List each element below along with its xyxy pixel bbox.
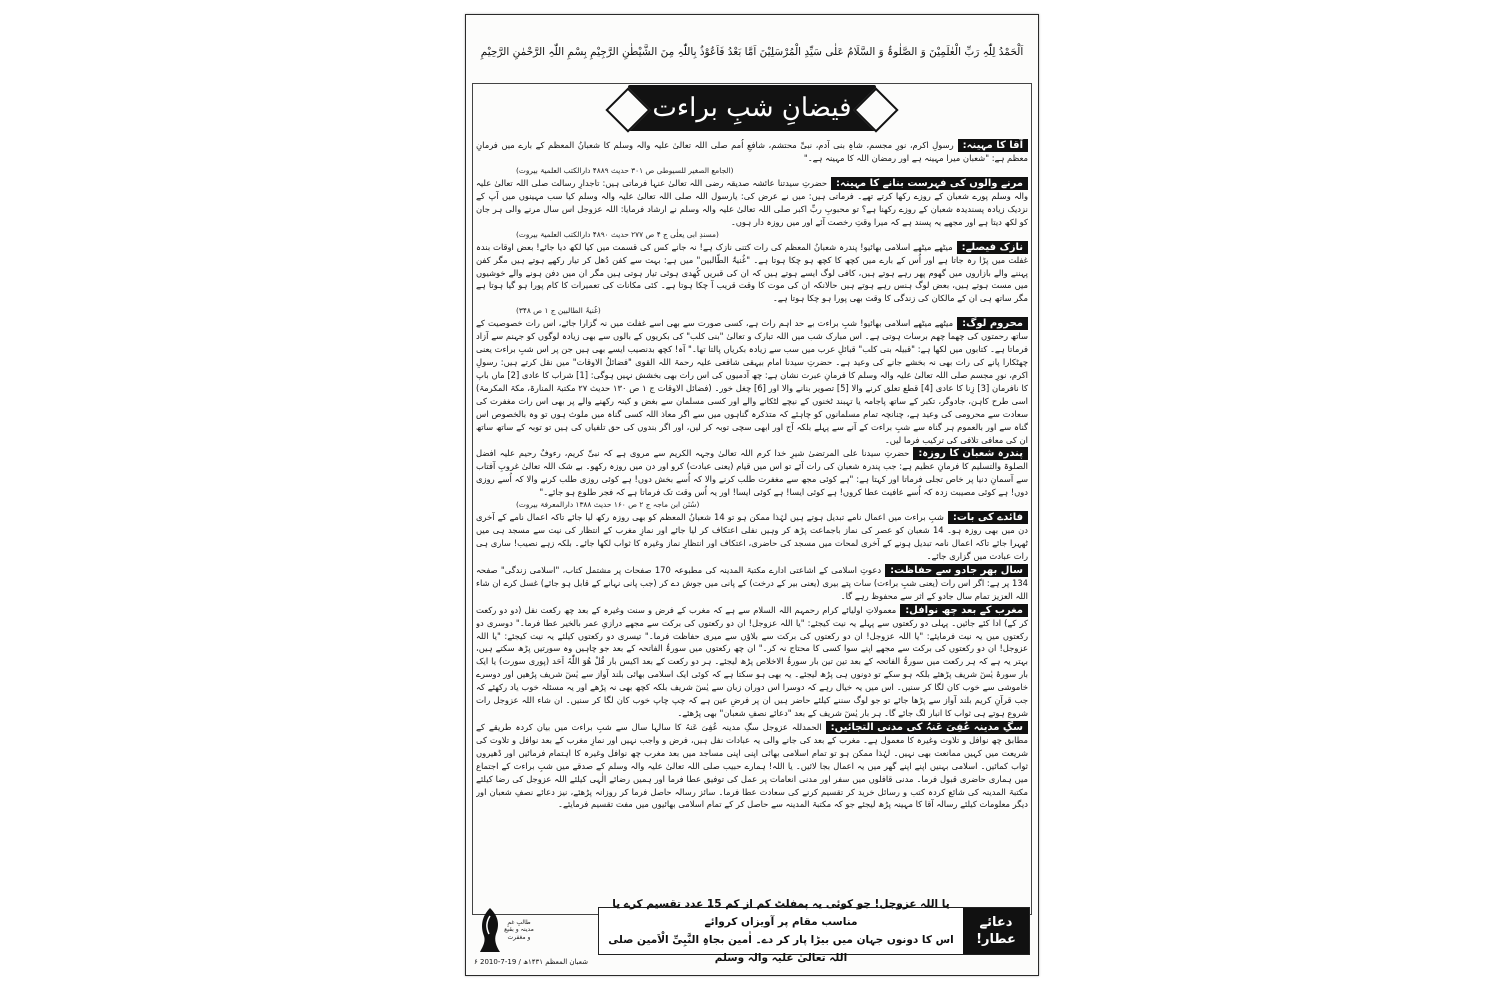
section-text: دعوتِ اسلامی کے اشاعتی ادارے مکتبۃ المدینہ کی مطبوعہ 170 صفحات پر مشتمل کتاب، "اسلامی زندگی" صفحہ 134 پر ہے: اگر اس رات (یعنی شبِ براءت) سات پتے بیری (یعنی بیر کے درخت) کے پانی میں جوش دے کر (جب پانی نہانے کے قابل ہو جائے) غسل کرے ان شاء اللہ العزیز تمام سال جادو کے اثر سے محفوظ رہے گا۔ [476,564,1028,601]
dua-box [598,898,1030,964]
section-heading: محروم لوگ: [957,317,1028,330]
section [476,511,1028,563]
title-banner [628,85,876,131]
section [476,241,1028,317]
section-paragraph [476,604,1028,720]
article-body [476,139,1028,899]
section-paragraph [476,447,1028,499]
section [476,317,1028,446]
section-text: حضرتِ سیدتنا عائشہ صدیقہ رضی اللہ تعالیٰ عنہا فرماتی ہیں: تاجدارِ رسالت صلی اللہ تعالیٰ علیہ والہ وسلم پورے شعبان کے روزے رکھا کرتے تھے۔ فرماتی ہیں: میں نے عرض کی: یارسول اللہ صلی اللہ تعالیٰ علیہ والہ وسلم کیا سب مہینوں میں آپ کے نزدیک زیادہ پسندیدہ شعبان کے روزے رکھنا ہے؟ تو محبوبِ ربِّ اکبر صلی اللہ تعالیٰ علیہ والہ وسلم نے ارشاد فرمایا: اللہ عزوجل اس سال مرنے والی ہر جان کو لکھ دیتا ہے اور مجھے یہ پسند ہے کہ میرا وقتِ رخصت آئے اور میں روزہ دار ہوں۔ [476,177,1028,227]
dua-heading-line1: دعائے [979,915,1013,930]
dua-line1: یا اللہ عزوجل! جو کوئی یہ پمفلٹ کم از کم 15 عدد تقسیم کرے یا مناسب مقام پر آویزاں کروائے [612,898,950,928]
section [476,721,1028,811]
reference-citation: (سُنَن ابن ماجہ ج ۲ ص ۱۶۰ حدیث ۱۳۸۸ دارالمعرفۃ بیروت) [516,500,700,510]
section-paragraph [476,511,1028,563]
section-text: رسولِ اکرم، نورِ مجسم، شاہِ بنی آدم، نبیِّ محتشم، شافعِ اُمم صلی اللہ تعالیٰ علیہ والہ وسلم کا شعبانُ المعظم کے بارے میں فرمانِ معظم ہے: "شعبان میرا مہینہ ہے اور رمضان اللہ کا مہینہ ہے۔" [476,140,1028,163]
section [476,447,1028,510]
dua-line2: اس کا دونوں جہان میں بیڑا پار کر دے۔ اٰمین بجاہِ النَّبِیِّ الْاَمین صلی اللہ تعالیٰ علیہ والہ وسلم [608,934,954,964]
pamphlet-sheet [465,14,1039,976]
section-paragraph [476,139,1028,165]
section-heading: آقا کا مہینہ: [958,139,1028,152]
publish-date: ۶ شعبان المعظم ۱۴۳۱ھ / 19-7-2010 [474,958,589,966]
footer [474,898,1030,969]
section-heading: مغرب کے بعد چھ نوافل: [900,604,1028,617]
bismillah-header: اَلْحَمْدُ لِلّٰہِ رَبِّ الْعٰلَمِیْنَ وَ الصَّلٰوۃُ وَ السَّلَامُ عَلٰی سَیِّدِ الْمُرْسَلِیْنَ اَمَّا بَعْدُ فَاَعُوْذُ بِاللّٰہِ مِنَ الشَّیْطٰنِ الرَّجِیْمِ بِسْمِ اللّٰہِ الرَّحْمٰنِ الرَّحِیْمِ [480,46,1024,58]
seal-caption: طالبِ غمِ مدینہ و بقیع و مغفرت [504,918,534,941]
dua-text [599,898,963,964]
section-paragraph [476,177,1028,229]
section [476,564,1028,603]
section-heading: مرنے والوں کی فہرست بنانے کا مہینہ: [831,177,1028,190]
section-heading: فائدے کی بات: [948,511,1028,524]
section-text: معمولاتِ اولیائے کرام رحمہم اللہ السلام سے ہے کہ مغرب کے فرض و سنت وغیرہ کے بعد چھ رکعت نفل (دو دو رکعت کر کے) ادا کئے جائیں۔ پہلی دو رکعتوں سے پہلے یہ نیت کیجئے: "یا اللہ عزوجل! ان دو رکعتوں کی برکت سے مجھے درازیِ عمر بالخیر عطا فرما۔" دوسری دو رکعتوں میں یہ نیت فرمایئے: "یا اللہ عزوجل! ان دو رکعتوں کی برکت سے بلاؤں سے میری حفاظت فرما۔" تیسری دو رکعتوں کیلئے یہ نیت کیجئے: "یا اللہ عزوجل! ان دو رکعتوں کی برکت سے مجھے اپنے سوا کسی کا محتاج نہ کر۔" ان چھ رکعتوں میں سورۃُ الفاتحہ کے بعد جو چاہیں وہ سورتیں پڑھ سکتے ہیں، بہتر یہ ہے کہ ہر رکعت میں سورۃُ الفاتحہ کے بعد تین تین بار سورۃُ الاخلاص پڑھ لیجئے۔ ہر دو رکعت کے بعد اکیس بار قُلْ ھُوَ اللّٰہُ اَحَد (پوری سورت) یا ایک بار سورۂ یٰسٓ شریف پڑھئے بلکہ ہو سکے تو دونوں ہی پڑھ لیجئے۔ یہ بھی ہو سکتا ہے کہ کوئی ایک اسلامی بھائی بلند آواز سے یٰسٓ شریف پڑھیں اور دوسرے خاموشی سے خوب کان لگا کر سنیں۔ اس میں یہ خیال رہے کہ دوسرا اس دوران زبان سے یٰسٓ شریف بلکہ کچھ بھی نہ پڑھے اور یہ مسئلہ خوب یاد رکھئے کہ جب قرآنِ کریم بلند آواز سے پڑھا جائے تو جو لوگ سننے کیلئے حاضر ہیں ان پر فرضِ عین ہے کہ چپ چاپ خوب کان لگا کر سنیں۔ ان شاء اللہ عزوجل رات شروع ہوتے ہی ثواب کا انبار لگ جائے گا۔ ہر بار یٰسٓ شریف کے بعد "دعائے نصفِ شعبان" بھی پڑھئے۔ [476,604,1028,718]
section [476,139,1028,176]
reference-citation: (غُنیۃُ الطالبین ج ۱ ص ۳۴۸) [516,306,601,316]
section-text: الحمدللہ عزوجل سگِ مدینہ عُفِیَ عَنہُ کا سالہا سال سے شبِ براءت میں بیان کردہ طریقے کے مطابق چھ نوافل و تلاوت وغیرہ کا معمول ہے۔ مغرب کے بعد کی جانے والی یہ عبادات نفل ہیں، فرض و واجب نہیں اور نمازِ مغرب کے بعد نوافل و تلاوت کی شریعت میں کہیں ممانعت بھی نہیں۔ لہٰذا ممکن ہو تو تمام اسلامی بھائی اپنی اپنی مساجد میں بعد مغرب چھ نوافل وغیرہ کا اہتمام فرمائیں اور ڈھیروں ثواب کمائیں۔ اسلامی بہنیں اپنے اپنے گھر میں یہ اعمال بجا لائیں۔ یا اللہ! ہمارے حبیب صلی اللہ تعالیٰ علیہ والہ وسلم کے صدقے میں شبِ براءت کے اجتماع میں ہماری حاضری قبول فرما۔ مدنی قافلوں میں سفر اور مدنی انعامات پر عمل کی توفیق عطا فرما اور ہمیں رضائے الٰہی کیلئے اللہ عزوجل کی رضا کیلئے مکتبۃ المدینہ کی شائع کردہ کتب و رسائل خرید کر تقسیم کرنے کی سعادت عطا فرما۔ سائز رسالہ حاصل فرما کر روزانہ پڑھئے، نیز دعائے نصفِ شعبان اور دیگر معلومات کیلئے رسالہ آقا کا مہینہ پڑھ لیجئے جو کہ مکتبۃ المدینہ سے حاصل کر کے تمام اسلامی بھائیوں میں مفت تقسیم فرمایئے۔ [476,721,1028,810]
section [476,604,1028,720]
section-paragraph [476,564,1028,603]
section-paragraph [476,241,1028,306]
reference-citation: (مسندِ ابی یعلٰی ج ۴ ص ۲۷۷ حدیث ۴۸۹۰ دارالکتب العلمیۃ بیروت) [516,229,719,239]
section-text: حضرتِ سیدنا علی المرتضیٰ شیرِ خدا کرم اللہ تعالیٰ وجہہ الکریم سے مروی ہے کہ نبیِّ کریم، رءوفٌ رحیم علیہ افضل الصلوۃ والتسلیم کا فرمانِ عظیم ہے: جب پندرہ شعبان کی رات آئے تو اس میں قیام (یعنی عبادت) کرو اور دن میں روزہ رکھو۔ بے شک اللہ تعالیٰ غروبِ آفتاب سے آسمانِ دنیا پر خاص تجلی فرماتا اور کہتا ہے: "ہے کوئی مجھ سے مغفرت طلب کرنے والا کہ اُسے بخش دوں! ہے کوئی روزی طلب کرنے والا کہ اُسے روزی دوں! ہے کوئی مصیبت زدہ کہ اُسے عافیت عطا کروں! ہے کوئی ایسا! ہے کوئی ایسا! اور یہ اُس وقت تک فرماتا ہے کہ فجر طلوع ہو جائے۔" [476,448,1028,498]
section-text: میٹھے میٹھے اسلامی بھائیو! پندرہ شعبانُ المعظم کی رات کتنی نازک ہے! نہ جانے کس کی قسمت میں کیا لکھ دیا جائے! بعض اوقات بندہ غفلت میں پڑا رہ جاتا ہے اور اُس کے بارے میں کچھ کا کچھ ہو چکا ہوتا ہے۔ "غُنیۃُ الطّالبین" میں ہے: بہت سے کفن دُھل کر تیار رکھے ہوتے ہیں مگر کفن پہننے والے بازاروں میں گھوم پھر رہے ہوتے ہیں، کافی لوگ ایسے ہوتے ہیں کہ ان کی قبریں کُھدی ہوئی تیار ہوتی ہیں مگر ان میں دفن ہونے والے خوشیوں میں مست ہوتے ہیں، بعض لوگ ہنس رہے ہوتے ہیں حالانکہ ان کی موت کا وقت قریب آ چکا ہوتا ہے۔ کئی مکانات کی تعمیرات کا کام پورا ہو گیا ہوتا ہے مگر ساتھ ہی ان کے مالکان کی زندگی کا وقت بھی پورا ہو چکا ہوتا ہے۔ [476,241,1028,304]
seal-logo [476,903,542,957]
section-paragraph [476,317,1028,446]
section [476,177,1028,240]
section-heading: پندرہ شعبان کا روزہ: [913,447,1028,460]
section-text: شبِ براءت میں اعمال نامے تبدیل ہوتے ہیں لہٰذا ممکن ہو تو 14 شعبانُ المعظم کو بھی روزہ رکھ لیا جائے تاکہ اعمال نامے کے آخری دن میں بھی روزہ ہو۔ 14 شعبان کو عصر کی نماز باجماعت پڑھ کر وہیں نفلی اعتکاف کر لیا جائے اور نمازِ مغرب کے انتظار کی نیت سے مسجد ہی میں ٹھہرا جائے تاکہ اعمال نامہ تبدیل ہونے کے آخری لمحات میں مسجد کی حاضری، اعتکاف اور انتظارِ نماز وغیرہ کا ثواب لکھا جائے۔ بلکہ زہے نصیب! ساری ہی رات عبادت میں گزاری جائے۔ [476,512,1028,561]
dua-heading-line2: عطار! [976,932,1016,947]
section-text: میٹھے میٹھے اسلامی بھائیو! شبِ براءت بے حد اہم رات ہے، کسی صورت سے بھی اسے غفلت میں نہ گزارا جائے، اس رات خصوصیت کے ساتھ رحمتوں کی چھما چھم برسات ہوتی ہے۔ اس مبارک شب میں اللہ تبارک و تعالیٰ "بنی کلب" کی بکریوں کے بالوں سے بھی زیادہ لوگوں کو جہنم سے آزاد فرماتا ہے۔ کتابوں میں لکھا ہے: "قبیلہ بنی کلب" قبائلِ عرب میں سب سے زیادہ بکریاں پالتا تھا۔" آہ! کچھ بدنصیب ایسے بھی ہیں جن پر اس شبِ براءت یعنی چھٹکارا پانے کی رات بھی نہ بخشے جانے کی وعید ہے۔ حضرتِ سیدنا امام بیہقی شافعی علیہ رحمۃ اللہ القوی "فضائلُ الاوقات" میں نقل کرتے ہیں: رسولِ اکرم، نورِ مجسم صلی اللہ تعالیٰ علیہ والہ وسلم کا فرمانِ عبرت نشان ہے: چھ آدمیوں کی اس رات بھی بخشش نہیں ہوگی: [1] شراب کا عادی [2] ماں باپ کا نافرمان [3] زِنا کا عادی [4] قطع تعلق کرنے والا [5] تصویر بنانے والا اور [6] چغل خور۔ (فضائل الاوقات ج ۱ ص ۱۳۰ حدیث ۲۷ مکتبۃ المنارۃ، مکۃ المکرمۃ) اسی طرح کاہن، جادوگر، تکبر کے ساتھ پاجامہ یا تہبند ٹخنوں کے نیچے لٹکانے والے اور کسی مسلمان سے بغض و کینہ رکھنے والے پر بھی اس رات مغفرت کی سعادت سے محرومی کی وعید ہے، چنانچہ تمام مسلمانوں کو چاہئے کہ متذکرہ گناہوں میں سے اگر معاذ اللہ کسی گناہ میں ملوث ہوں تو وہ بالخصوص اس گناہ سے اور بالعموم ہر گناہ سے شبِ براءت کے آنے سے پہلے بلکہ آج اور ابھی سچی توبہ کر لیں، اور اگر بندوں کی حق تلفیاں کی ہیں تو توبہ کے ساتھ ساتھ ان کی معافی تلافی کی ترکیب فرما لیں۔ [476,318,1028,445]
reference-citation: (الجامع الصغیر للسیوطی ص ۳۰۱ حدیث ۴۸۸۹ دارالکتب العلمیۃ بیروت) [516,165,734,175]
section-heading: سگِ مدینہ عُفِیَ عَنہُ کی مدنی التجائیں: [826,721,1028,734]
section-heading: نازک فیصلے: [957,241,1028,254]
dua-heading [963,908,1029,954]
section-paragraph [476,721,1028,811]
section-heading: سال بھر جادو سے حفاظت: [885,564,1028,577]
page-title: فیضانِ شبِ براءت [652,93,852,123]
seal-icon [476,906,504,954]
